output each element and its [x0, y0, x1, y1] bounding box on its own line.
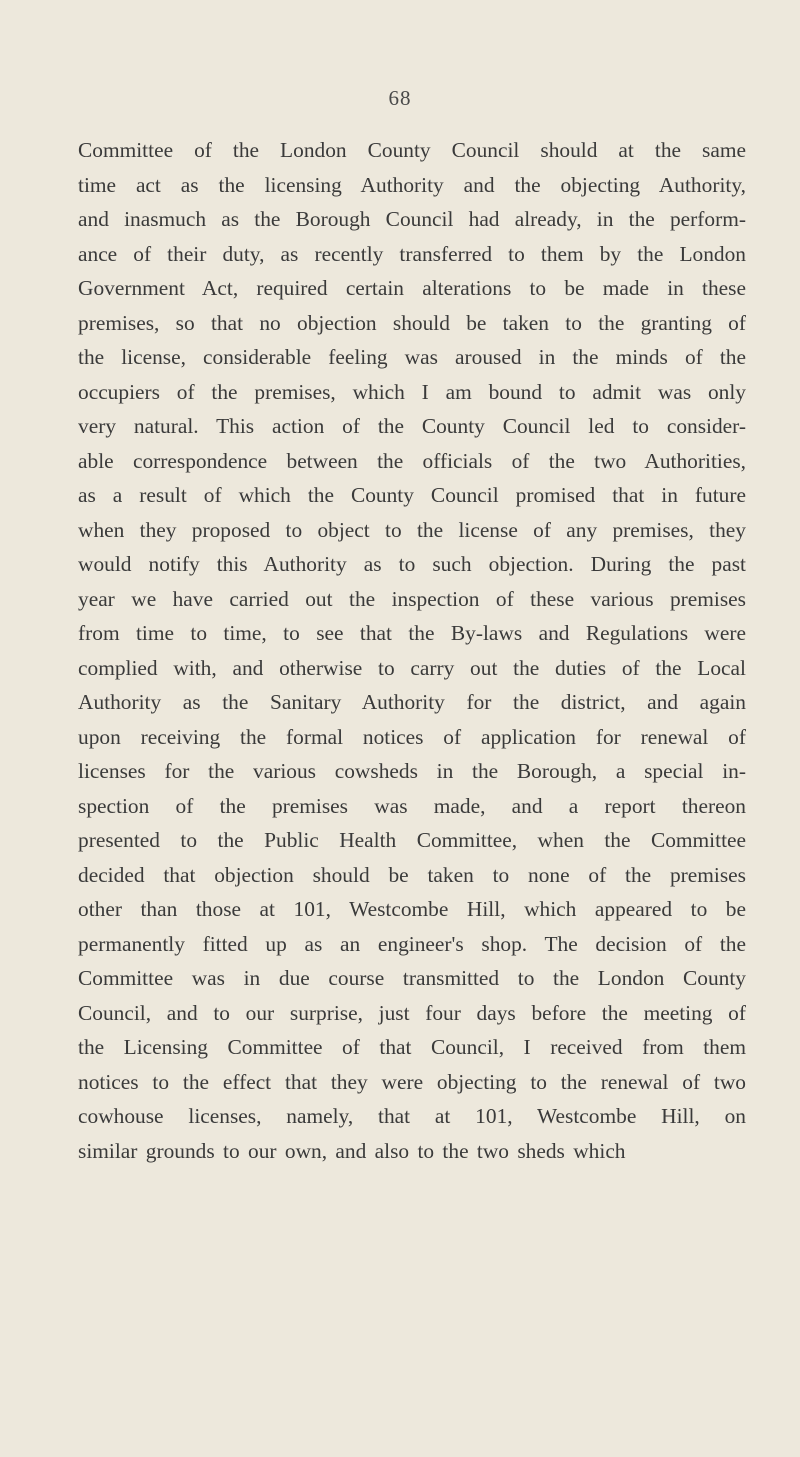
- text-line: from time to time, to see that the By-laws and Regulations were: [78, 621, 746, 645]
- text-line: notices to the effect that they were objecting to the renewal of two: [78, 1069, 746, 1094]
- text-line: permanently fitted up as an engineer's shop. The decision of the: [78, 931, 746, 956]
- text-line: Committee of the London County Council should at the same: [78, 138, 746, 162]
- text-line: able correspondence between the officials of the two Authorities,: [78, 448, 746, 473]
- body-text: [78, 133, 746, 1168]
- text-line: complied with, and otherwise to carry out the duties of the Local: [78, 655, 746, 680]
- text-line: decided that objection should be taken to none of the premises: [78, 862, 746, 887]
- text-line: would notify this Authority as to such objection. During the past: [78, 552, 746, 576]
- text-line: Committee was in due course transmitted to the London County: [78, 966, 746, 990]
- text-line: licenses for the various cowsheds in the Borough, a special in-: [78, 759, 746, 783]
- text-line: Government Act, required certain alterations to be made in these: [78, 276, 746, 300]
- text-line: Council, and to our surprise, just four days before the meeting of: [78, 1000, 746, 1025]
- text-line: other than those at 101, Westcombe Hill, which appeared to be: [78, 897, 746, 921]
- text-line: time act as the licensing Authority and the objecting Authority,: [78, 172, 746, 197]
- text-line: premises, so that no objection should be taken to the granting of: [78, 310, 746, 335]
- text-line: upon receiving the formal notices of application for renewal of: [78, 724, 746, 749]
- text-line: the Licensing Committee of that Council, I received from them: [78, 1035, 746, 1059]
- text-line: Authority as the Sanitary Authority for the district, and again: [78, 690, 746, 714]
- text-line: spection of the premises was made, and a report thereon: [78, 793, 746, 818]
- text-line: presented to the Public Health Committee, when the Committee: [78, 828, 746, 852]
- text-line: occupiers of the premises, which I am bound to admit was only: [78, 379, 746, 404]
- text-line: the license, considerable feeling was aroused in the minds of the: [78, 345, 746, 369]
- text-line: ance of their duty, as recently transferred to them by the London: [78, 241, 746, 266]
- text-line: very natural. This action of the County Council led to consider-: [78, 414, 746, 438]
- text-line: similar grounds to our own, and also to the two sheds which: [78, 1138, 626, 1163]
- text-line: as a result of which the County Council promised that in future: [78, 483, 746, 507]
- page-number: 68: [388, 86, 412, 110]
- text-line: cowhouse licenses, namely, that at 101, Westcombe Hill, on: [78, 1104, 746, 1128]
- text-line: year we have carried out the inspection of these various premises: [78, 586, 746, 611]
- text-line: and inasmuch as the Borough Council had already, in the perform-: [78, 207, 746, 231]
- text-line: when they proposed to object to the license of any premises, they: [78, 517, 746, 542]
